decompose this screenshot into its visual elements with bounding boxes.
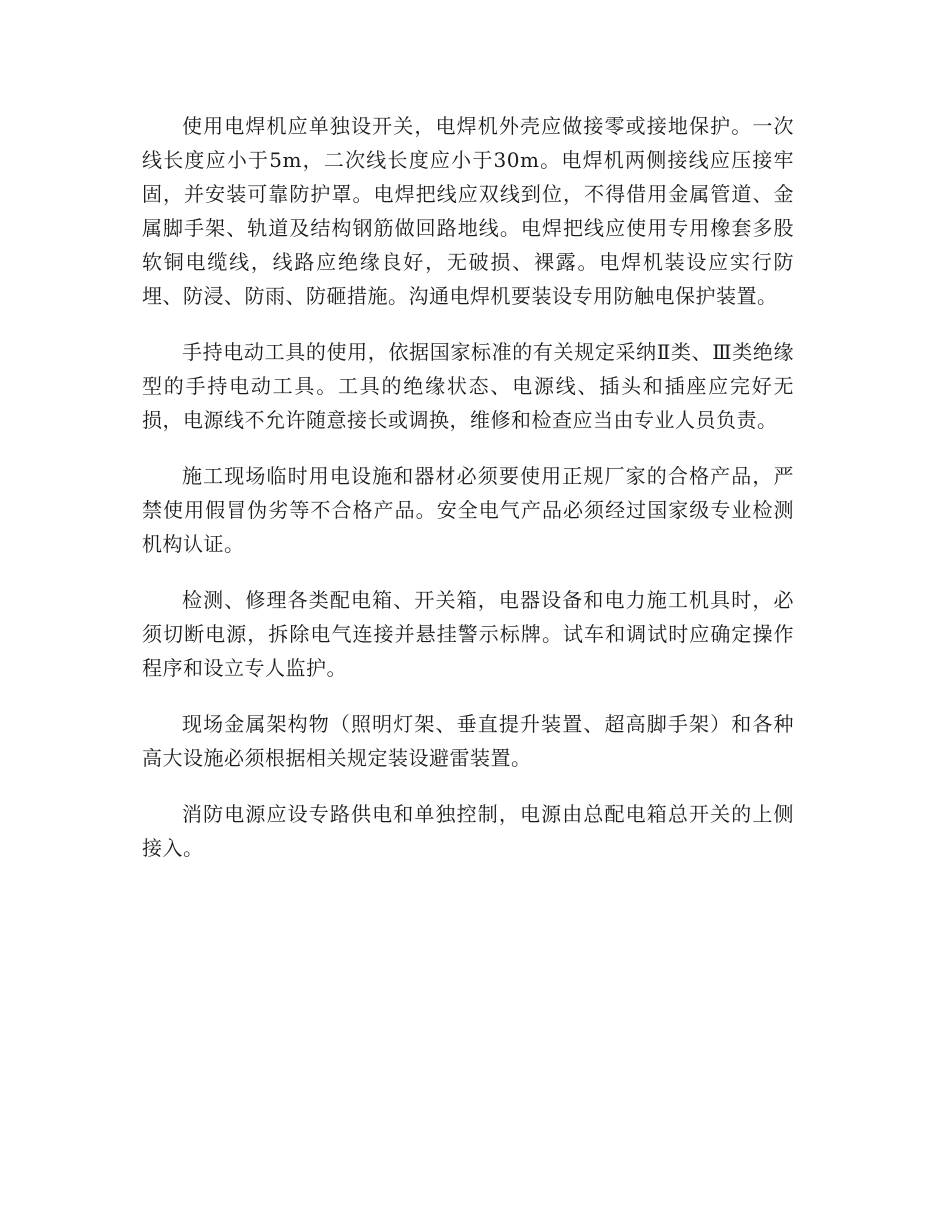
paragraph-maintenance: 检测、修理各类配电箱、开关箱，电器设备和电力施工机具时，必须切断电源，拆除电气连接并悬挂警示标牌。试车和调试时应确定操作程序和设立专人监护。 — [142, 588, 794, 680]
paragraph-lightning-protection: 现场金属架构物（照明灯架、垂直提升装置、超高脚手架）和各种高大设施必须根据相关规定装设避雷装置。 — [142, 712, 794, 770]
document-body — [142, 109, 794, 887]
paragraph-welding-machine: 使用电焊机应单独设开关，电焊机外壳应做接零或接地保护。一次线长度应小于5m，二次线长度应小于30m。电焊机两侧接线应压接牢固，并安装可靠防护罩。电焊把线应双线到位，不得借用金属管道、金属脚手架、轨道及结构钢筋做回路地线。电焊把线应使用专用橡套多股软铜电缆线，线路应绝缘良好，无破损、裸露。电焊机装设应实行防埋、防浸、防雨、防砸措施。沟通电焊机要装设专用防触电保护装置。 — [142, 114, 794, 308]
paragraph-qualified-products: 施工现场临时用电设施和器材必须要使用正规厂家的合格产品，严禁使用假冒伪劣等不合格产品。安全电气产品必须经过国家级专业检测机构认证。 — [142, 464, 794, 556]
paragraph-fire-power: 消防电源应设专路供电和单独控制，电源由总配电箱总开关的上侧接入。 — [142, 802, 794, 860]
paragraph-handheld-tools: 手持电动工具的使用，依据国家标准的有关规定采纳Ⅱ类、Ⅲ类绝缘型的手持电动工具。工具的绝缘状态、电源线、插头和插座应完好无损，电源线不允许随意接长或调换，维修和检查应当由专业人员负责。 — [142, 340, 794, 432]
